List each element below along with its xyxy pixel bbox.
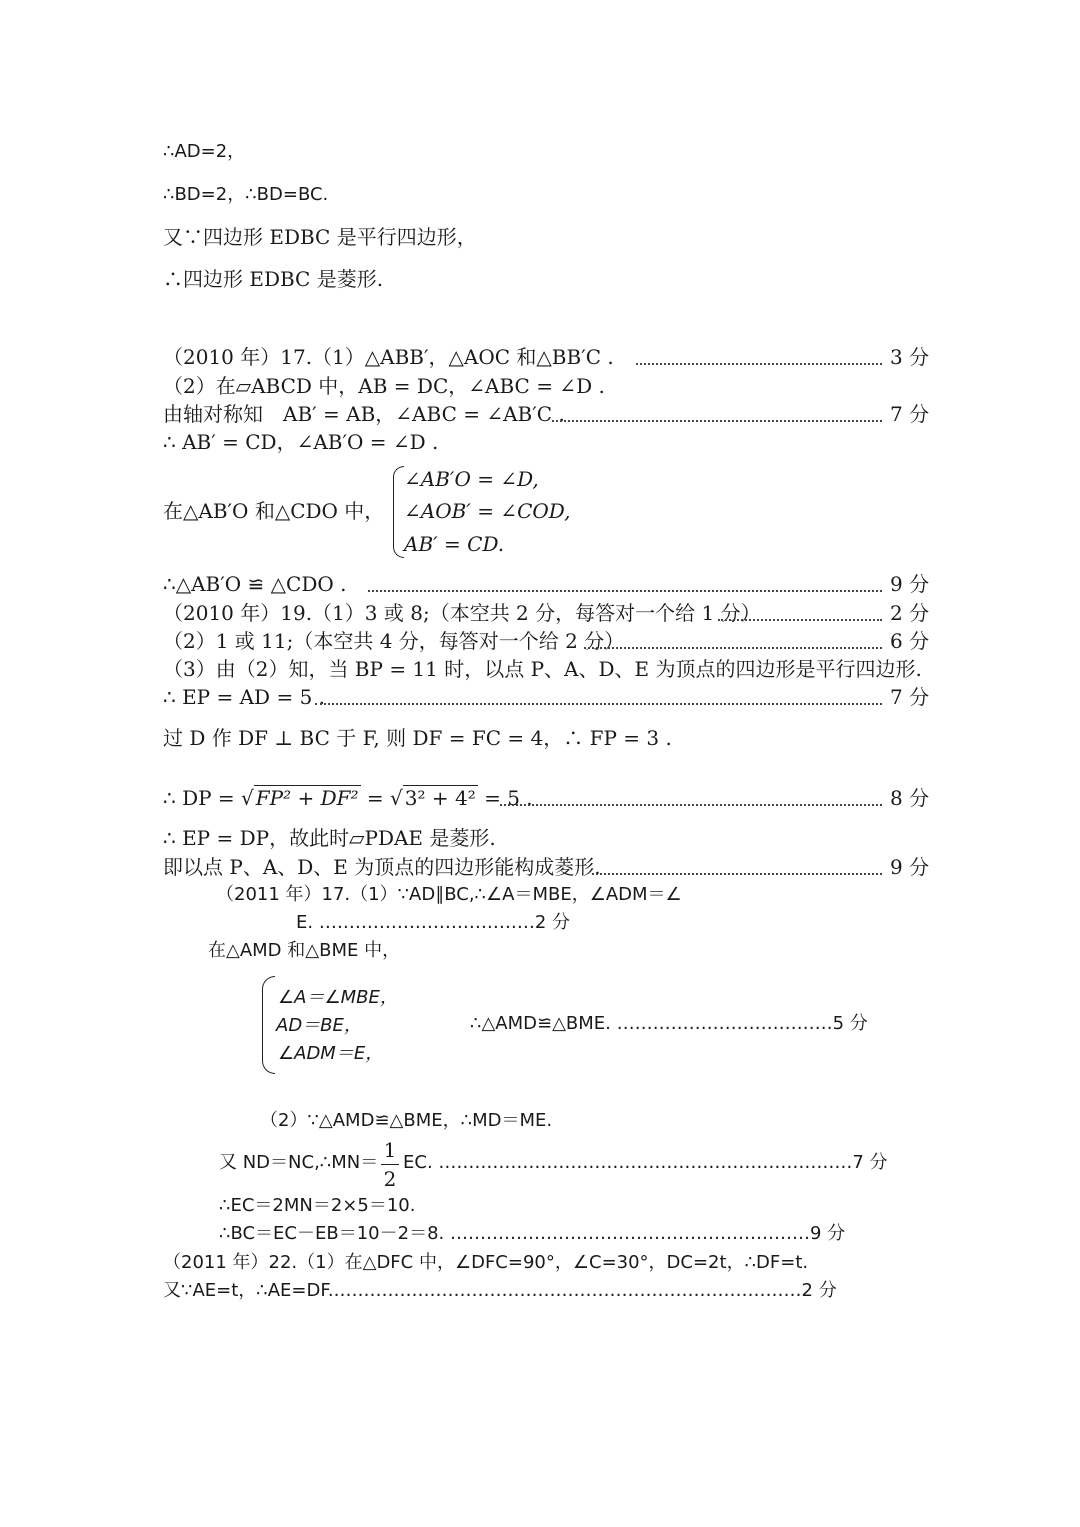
score: 7 分 bbox=[890, 685, 930, 709]
text-line: ∴EC＝2MN＝2×5＝10. bbox=[219, 1195, 416, 1216]
dot-leader bbox=[500, 804, 882, 806]
fraction bbox=[381, 1138, 399, 1191]
dot-leader bbox=[552, 420, 882, 422]
eq-part: = 5 . bbox=[477, 786, 533, 810]
score: 2 分 bbox=[890, 601, 930, 625]
text-line: 过 D 作 DF ⊥ BC 于 F, 则 DF = FC = 4，∴ FP = 3 . bbox=[163, 726, 672, 750]
text-line: 即以点 P、A、D、E 为顶点的四边形能构成菱形. bbox=[163, 855, 601, 879]
score: 7 分 bbox=[890, 402, 930, 426]
text-line: （2011 年）17.（1）∵AD∥BC,∴∠A＝MBE，∠ADM＝∠ bbox=[216, 884, 682, 905]
denominator: 2 bbox=[383, 1167, 397, 1191]
dot-leader bbox=[315, 703, 882, 705]
text-line: 由轴对称知 AB′ = AB，∠ABC = ∠AB′C . bbox=[163, 402, 565, 426]
system-line: ∠ADM＝E， bbox=[278, 1043, 384, 1064]
text-line: 又 ND＝NC,∴MN＝ bbox=[219, 1152, 379, 1173]
text-line: （2）在▱ABCD 中，AB = DC，∠ABC = ∠D . bbox=[163, 374, 605, 398]
score: 8 分 bbox=[890, 786, 930, 810]
system-line: ∠AB′O = ∠D, bbox=[404, 467, 539, 491]
text-line: （2）1 或 11;（本空共 4 分，每答对一个给 2 分） bbox=[163, 629, 625, 653]
text-line: 又∵四边形 EDBC 是平行四边形， bbox=[163, 225, 477, 249]
dot-leader bbox=[718, 619, 882, 621]
text-line: （2011 年）22.（1）在△DFC 中，∠DFC=90°，∠C=30°，DC=2t，∴DF=t. bbox=[163, 1252, 809, 1273]
radicand: 3² + 4² bbox=[404, 786, 476, 810]
text-line: EC. ……………………………………………………………7 分 bbox=[403, 1152, 888, 1173]
text-line: ∴BD=2，∴BD=BC. bbox=[163, 184, 329, 205]
brace bbox=[262, 976, 275, 1074]
text-line: （3）由（2）知，当 BP = 11 时，以点 P、A、D、E 为顶点的四边形是平行四边形. bbox=[163, 657, 922, 681]
system-line: AD＝BE， bbox=[276, 1015, 362, 1036]
score: 3 分 bbox=[890, 345, 930, 369]
text-line: （2010 年）19.（1）3 或 8;（本空共 2 分，每答对一个给 1 分） bbox=[163, 601, 761, 625]
system-line: ∠A＝∠MBE， bbox=[278, 987, 398, 1008]
system-line: ∠AOB′ = ∠COD, bbox=[404, 499, 571, 523]
text-line: （2）∵△AMD≌△BME，∴MD＝ME. bbox=[260, 1110, 553, 1131]
text-line: 在△AB′O 和△CDO 中， bbox=[163, 499, 385, 523]
system-line: AB′ = CD. bbox=[404, 532, 505, 556]
radicand: FP² + DF² bbox=[255, 786, 359, 810]
text-line: ∴ EP = AD = 5 . bbox=[163, 685, 326, 709]
text-line: 又∵AE=t，∴AE=DF.……………………………………………………………………2 分 bbox=[163, 1280, 837, 1301]
text-line: ∴△AB′O ≌ △CDO . bbox=[163, 572, 347, 596]
text-line: （2010 年）17.（1）△ABB′，△AOC 和△BB′C . bbox=[163, 345, 614, 369]
dot-leader bbox=[592, 873, 882, 875]
text-line: ∴ EP = DP，故此时▱PDAE 是菱形. bbox=[163, 826, 496, 850]
text-line: ∴ AB′ = CD，∠AB′O = ∠D . bbox=[163, 430, 439, 454]
text-line: E. ………………………………2 分 bbox=[296, 912, 570, 933]
text-line: ∴△AMD≌△BME. ………………………………5 分 bbox=[470, 1013, 868, 1034]
text-line: 在△AMD 和△BME 中， bbox=[208, 940, 401, 961]
eq-part: = √ bbox=[360, 786, 403, 810]
text-line: ∴BC＝EC－EB＝10－2＝8. ……………………………………………………9 分 bbox=[219, 1223, 846, 1244]
brace bbox=[393, 466, 404, 558]
score: 6 分 bbox=[890, 629, 930, 653]
dot-leader bbox=[636, 363, 882, 365]
dot-leader bbox=[368, 590, 882, 592]
score: 9 分 bbox=[890, 855, 930, 879]
score: 9 分 bbox=[890, 572, 930, 596]
fraction-bar bbox=[381, 1164, 399, 1165]
numerator: 1 bbox=[383, 1138, 397, 1162]
text-line: ∴四边形 EDBC 是菱形. bbox=[163, 267, 384, 291]
sqrt-equation bbox=[163, 786, 533, 810]
eq-part: ∴ DP = √ bbox=[163, 786, 254, 810]
dot-leader bbox=[584, 647, 882, 649]
text-line: ∴AD=2， bbox=[163, 141, 246, 162]
